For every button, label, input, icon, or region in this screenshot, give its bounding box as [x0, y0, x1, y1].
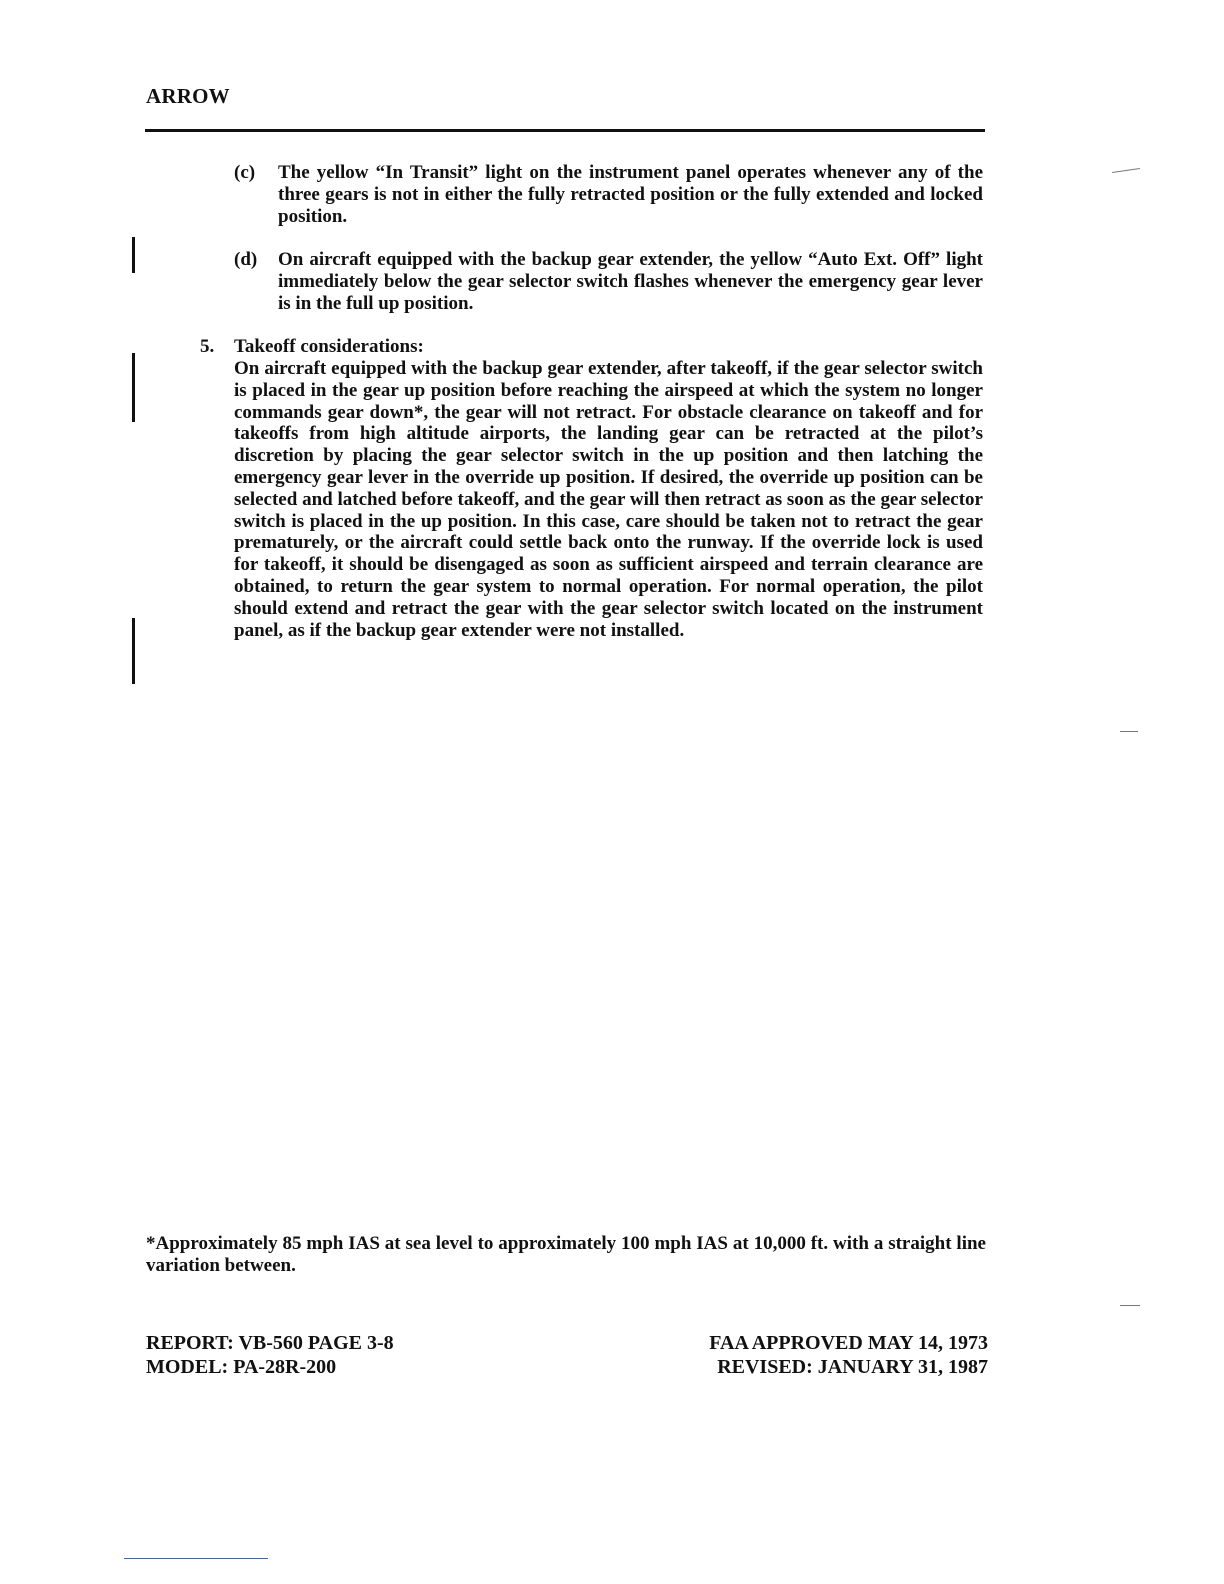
report-number: REPORT: VB-560 PAGE 3-8 — [146, 1332, 394, 1354]
revision-bar — [132, 618, 135, 684]
page-header-title: ARROW — [146, 84, 230, 108]
item-c-label: (c) — [234, 162, 256, 183]
item-d-text: On aircraft equipped with the backup gear extender, the yellow “Auto Ext. Off” light immediately below the gear selector switch flashes whenever the emergency gear lever is in the full up position. — [278, 249, 983, 314]
section-body: On aircraft equipped with the backup gear extender, after takeoff, if the gear selector switch is placed in the gear up position before reaching the airspeed at which the system no longer commands gear down*, the gear will not retract. For obstacle clearance on takeoff and for takeoffs from high altitude airports, the landing gear can be retracted at the pilot’s discretion by placing the gear selector switch in the up position and then latching the emergency gear lever in the override up position. If desired, the override up position can be selected and latched before takeoff, and the gear will then retract as soon as the gear selector switch is placed in the up position. In this case, care should be taken not to retract the gear prematurely, or the aircraft could settle back onto the runway. If the override lock is used for takeoff, it should be disengaged as soon as sufficient airspeed and terrain clearance are obtained, to return the gear system to normal operation. For normal operation, the pilot should extend and retract the gear with the gear selector switch located on the instrument panel, as if the backup gear extender were not installed. — [234, 358, 983, 641]
item-c-text: The yellow “In Transit” light on the instrument panel operates whenever any of the three gears is not in either the fully retracted position or the fully extended and locked position. — [278, 162, 983, 227]
scan-mark — [1120, 1305, 1140, 1306]
footnote: *Approximately 85 mph IAS at sea level to approximately 100 mph IAS at 10,000 ft. with a straight line variation between. — [146, 1233, 986, 1276]
approval-date: FAA APPROVED MAY 14, 1973 — [709, 1332, 988, 1354]
scan-mark — [1112, 168, 1140, 173]
bottom-edge-line — [124, 1558, 268, 1559]
header-rule — [145, 129, 985, 132]
footer-left — [146, 1331, 394, 1379]
item-d-label: (d) — [234, 249, 258, 270]
scan-mark — [1120, 731, 1138, 732]
model-number: MODEL: PA-28R-200 — [146, 1356, 337, 1378]
revision-bar — [132, 237, 135, 273]
section-number: 5. — [200, 336, 215, 357]
revision-date: REVISED: JANUARY 31, 1987 — [717, 1356, 988, 1378]
section-heading: Takeoff considerations: — [234, 336, 424, 357]
revision-bar — [132, 353, 135, 422]
footer-right — [709, 1331, 988, 1379]
